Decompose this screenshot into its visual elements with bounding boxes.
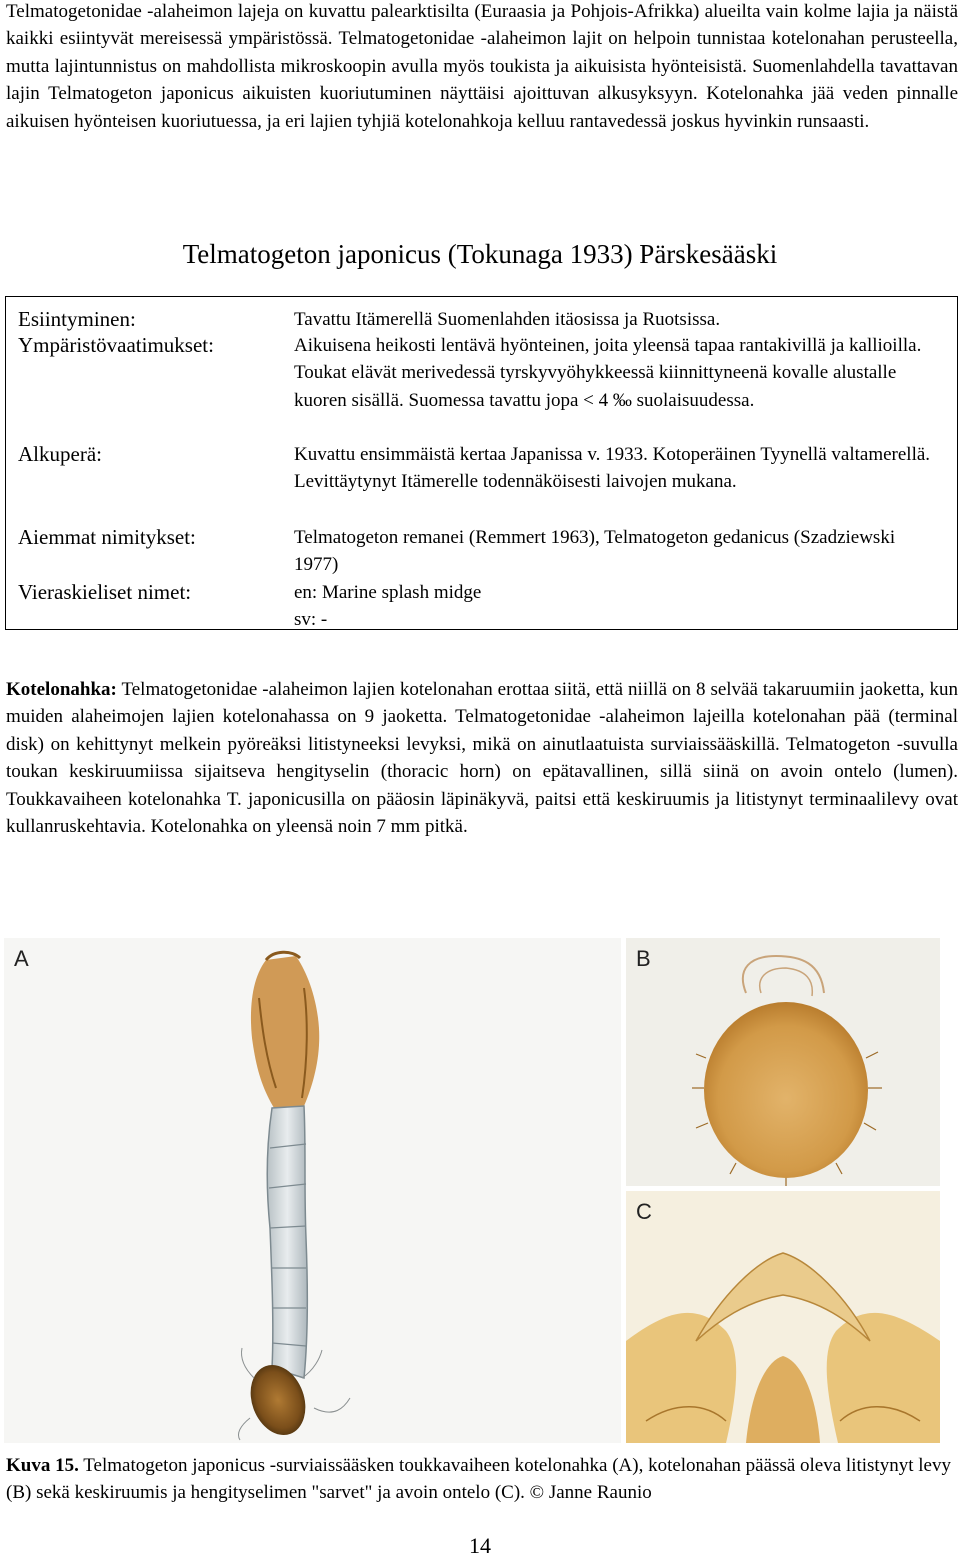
caption-lead: Kuva 15. <box>6 1455 79 1476</box>
figure-15 <box>4 938 940 1443</box>
value-foreign-name-sv: sv: - <box>294 609 328 630</box>
label-habitat: Ympäristövaatimukset: <box>18 333 214 357</box>
thoracic-horns-icon <box>626 1191 940 1443</box>
value-habitat: Aikuisena heikosti lentävä hyönteinen, joita yleensä tapaa rantakivillä ja kallioilla. Toukat elävät merivedessä tyrskyvyöhykkeessä kiinnittyneenä kovalle alustalle kuoren sisällä. Suomessa tavattu jopa < 4 ‰ suolaisuudessa. <box>294 335 922 411</box>
panel-c-photo <box>626 1191 940 1443</box>
panel-c-letter: C <box>636 1199 652 1224</box>
value-foreign-name-en: en: Marine splash midge <box>294 582 482 603</box>
intro-paragraph: Telmatogetonidae -alaheimon lajeja on kuvattu palearktisilta (Euraasia ja Pohjois-Afrikka) alueilta vain kolme lajia ja näistä kaikki esiintyvät mereisessä ympäristössä. Telmatogetonidae -alaheimon lajit on helpoin tunnistaa kotelonahan perusteella, mutta lajintunnistus on mahdollista mikroskoopin avulla myös toukista ja aikuisista hyönteisistä. Suomenlahdella tavattavan lajin Telmatogeton japonicus aikuisten kuoriutuminen näyttäisi ajoittuvan alkusyksyyn. Kotelonahka jää veden pinnalle aikuisen hyönteisen kuoriutuessa, ja eri lajien tyhjiä kotelonahkoja kelluu rantavedessä joskus hyvinkin runsaasti. <box>6 1 958 132</box>
page-number: 14 <box>469 1533 491 1558</box>
pupal-exuviae-icon <box>4 938 621 1443</box>
label-foreign-names: Vieraskieliset nimet: <box>18 580 192 604</box>
label-occurrence: Esiintyminen: <box>18 307 136 331</box>
value-synonyms: Telmatogeton remanei (Remmert 1963), Telmatogeton gedanicus (Szadziewski 1977) <box>294 527 896 576</box>
pupa-paragraph <box>6 676 958 840</box>
panel-a-photo <box>4 938 621 1443</box>
value-occurrence: Tavattu Itämerellä Suomenlahden itäosissa ja Ruotsissa. <box>294 309 721 330</box>
figure-caption <box>6 1452 956 1507</box>
panel-a-letter: A <box>14 946 29 971</box>
label-origin: Alkuperä: <box>18 442 102 466</box>
panel-b-letter: B <box>636 946 651 971</box>
value-origin: Kuvattu ensimmäistä kertaa Japanissa v. 1933. Kotoperäinen Tyynellä valtamerellä. Levittäytynyt Itämerelle todennäköisesti laivojen mukana. <box>294 444 931 493</box>
label-synonyms: Aiemmat nimitykset: <box>18 525 196 549</box>
panel-b-photo <box>626 938 940 1186</box>
caption-text: Telmatogeton japonicus -surviaissääsken toukkavaiheen kotelonahka (A), kotelonahan päässä oleva litistynyt levy (B) sekä keskiruumis ja hengityselimen "sarvet" ja avoin ontelo (C). © Janne Raunio <box>6 1455 951 1504</box>
pupa-text: Telmatogetonidae -alaheimon lajien kotelonahan erottaa siitä, että niillä on 8 selvää takaruumiin jaoketta, kun muiden alaheimojen lajien kotelonahassa on 9 jaoketta. Telmatogetonidae -alaheimon lajeilla kotelonahan pää (terminal disk) on kehittynyt melkein pyöreäksi litistyneeksi levyksi, mikä on ainutlaatuista surviaissääskillä. Telmatogeton -suvulla toukan keskiruumiissa sijaitseva hengityselin (thoracic horn) on epätavallinen, sillä siinä on avoin ontelo (lumen). Toukkavaiheen kotelonahka T. japonicusilla on pääosin läpinäkyvä, paitsi että keskiruumis ja litistynyt terminaalilevy ovat kullanruskehtavia. Kotelonahka on yleensä noin 7 mm pitkä. <box>6 679 958 838</box>
species-info-table <box>5 296 958 630</box>
species-heading: Telmatogeton japonicus (Tokunaga 1933) Pärskesääski <box>182 239 778 269</box>
pupa-lead: Kotelonahka: <box>6 679 117 700</box>
terminal-disk-icon <box>626 938 940 1186</box>
